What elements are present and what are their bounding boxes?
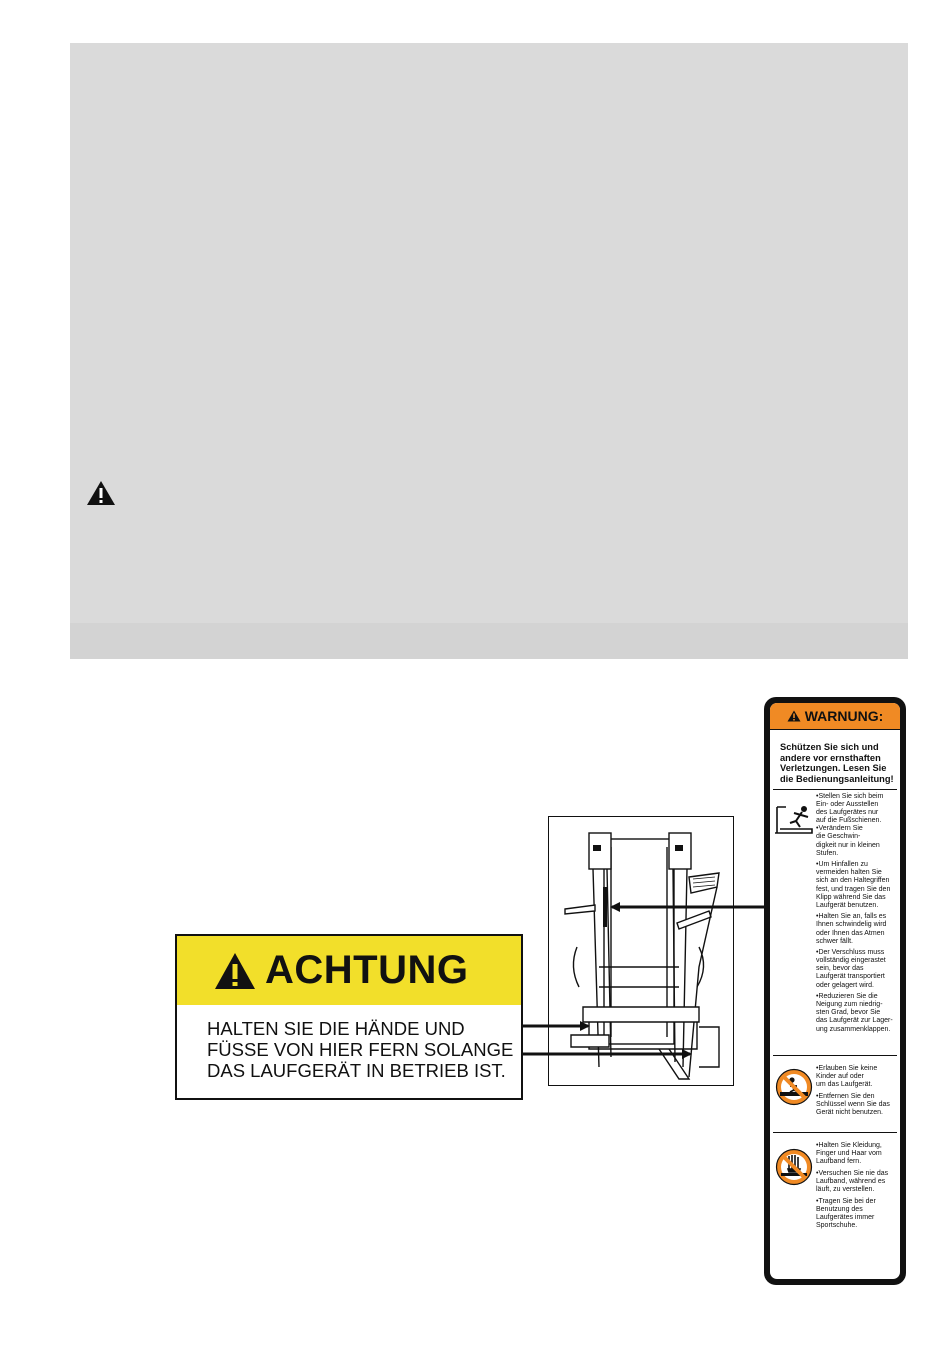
warn-line: Laufband fern. [816,1158,862,1166]
warning-triangle-icon [213,951,257,991]
warn-line: oder Ihnen das Atmen [816,929,885,937]
warn-line: •Halten Sie Kleidung, [816,1142,882,1149]
warn-line: des Laufgerätes nur [816,809,879,817]
divider [773,789,897,790]
warn-line: Neigung zum niedrig- [816,1001,883,1009]
intro-line: Schützen Sie sich und [780,742,879,752]
treadmill-illustration [548,816,734,1086]
warn-line: •Verändern Sie [816,825,863,833]
warn-line: Finger und Haar vom [816,1150,882,1158]
warnung-section-1 [816,793,893,1034]
warn-line: Sportschuhe. [816,1221,858,1229]
warn-line: vermeiden halten Sie [816,869,882,877]
warn-line: •Reduzieren Sie die [816,993,878,1001]
warn-line: läuft, zu verstellen. [816,1185,875,1193]
warn-line: Kinder auf oder [816,1073,864,1081]
warn-line: Benutzung des [816,1205,863,1213]
warn-line: Gerät nicht benutzen. [816,1108,883,1116]
achtung-label [175,934,523,1100]
warn-line: •Stellen Sie sich beim [816,793,884,800]
warnung-intro [770,730,900,784]
warn-line: •Entfernen Sie den [816,1092,875,1100]
warn-line: •Der Verschluss muss [816,949,885,957]
achtung-line: FÜSSE VON HIER FERN SOLANGE [207,1039,514,1060]
warn-line: digkeit nur in kleinen [816,841,880,849]
warn-line: schwer fällt. [816,937,853,945]
warn-line: Ein- oder Ausstellen [816,801,879,809]
warn-line: Laufband, während es [816,1177,886,1185]
panel-bottom-band [70,623,908,659]
warn-line: oder gelagert wird. [816,981,874,989]
treadmill-drawing [549,817,735,1087]
no-children-icon [774,1067,814,1107]
warn-line: sten Grad, bevor Sie [816,1009,881,1017]
warn-line: •Um Hinfallen zu [816,861,868,869]
warn-line: Laufgerätes immer [816,1213,875,1221]
intro-line: andere vor ernsthaften [780,752,881,763]
warn-line: •Tragen Sie bei der [816,1197,876,1205]
intro-line: die Bedienungsanleitung! [780,773,894,784]
warn-line: Stufen. [816,849,839,857]
warning-triangle-icon [86,480,116,506]
warn-line: die Geschwin- [816,833,861,841]
warnung-section-2 [816,1065,890,1117]
warning-triangle-icon [787,710,801,722]
achtung-line: DAS LAUFGERÄT IN BETRIEB IST. [207,1060,506,1081]
warn-line: Schlüssel wenn Sie das [816,1100,890,1108]
warn-line: Laufgerät transportiert [816,973,885,981]
warnung-decal [764,697,906,1285]
intro-line: Verletzungen. Lesen Sie [780,763,887,774]
achtung-header [177,936,521,1005]
divider [773,1132,897,1133]
warn-line: auf die Fußschienen. [816,817,882,825]
warn-line: fest, und tragen Sie den [816,885,891,893]
fall-hazard-icon [774,801,814,837]
warn-line: Klipp während Sie das [816,893,886,901]
achtung-text [177,1005,521,1081]
warn-line: das Laufgerät zur Lager- [816,1017,893,1025]
achtung-line: HALTEN SIE DIE HÄNDE UND [207,1018,465,1039]
warn-line: •Versuchen Sie nie das [816,1169,889,1177]
hand-hazard-icon [774,1147,814,1187]
warn-line: •Halten Sie an, falls es [816,913,887,921]
warnung-title: WARNUNG: [804,708,884,724]
info-panel [70,43,908,659]
achtung-title: ACHTUNG [265,948,469,992]
warnung-header [770,703,900,730]
warn-line: sein, bevor das [816,965,864,973]
warnung-section-3 [816,1142,888,1230]
warn-line: Laufgerät benutzen. [816,901,879,909]
warn-line: vollständig eingerastet [816,957,886,965]
warn-line: um das Laufgerät. [816,1081,873,1089]
warn-line: •Erlauben Sie keine [816,1065,878,1072]
warn-line: ung zusammenklappen. [816,1025,891,1033]
warn-line: sich an den Haltegriffen [816,877,890,885]
divider [773,1055,897,1056]
warn-line: Ihnen schwindelig wird [816,921,887,929]
